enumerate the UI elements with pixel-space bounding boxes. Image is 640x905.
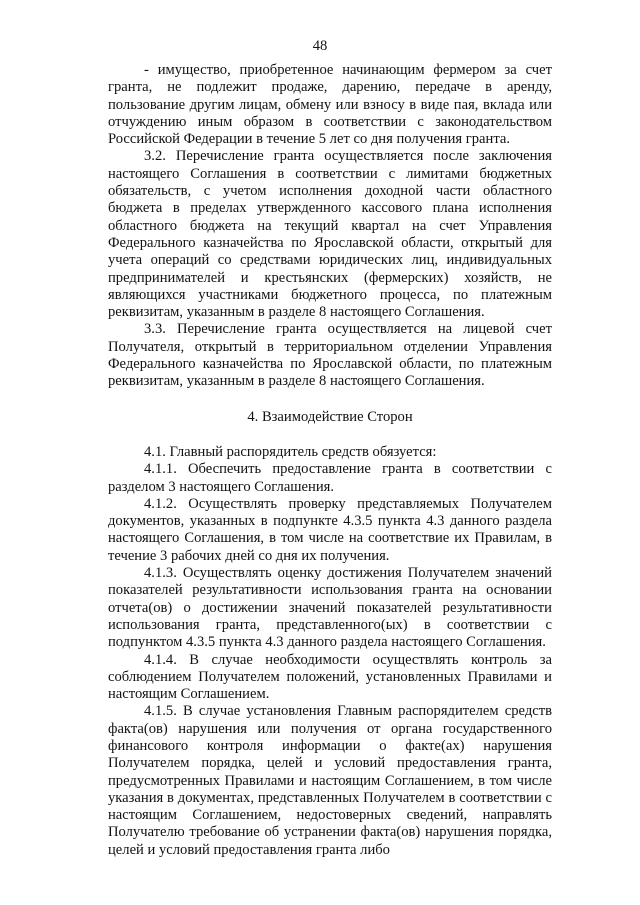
paragraph-4-1-3: 4.1.3. Осуществлять оценку достижения Получателем значений показателей результативности использования гранта на основании отчета(ов) о достижении значений показателей результативности использования гранта, представленного(ых) в соответствии с подпунктом 4.3.5 пункта 4.3 данного раздела настоящего Соглашения. [108,565,552,651]
paragraph-4-1-4: 4.1.4. В случае необходимости осуществлять контроль за соблюдением Получателем положений, установленных Правилами и настоящим Соглашением. [108,651,552,703]
document-body [108,62,552,859]
paragraph-4-1-2: 4.1.2. Осуществлять проверку представляемых Получателем документов, указанных в подпункте 4.3.5 пункта 4.3 данного раздела настоящего Соглашения, в том числе на соответствие их Правилам, в течение 3 рабочих дней со дня их получения. [108,495,552,564]
paragraph-3-3: 3.3. Перечисление гранта осуществляется на лицевой счет Получателя, открытый в территориальном отделении Управления Федерального казначейства по Ярославской области, по платежным реквизитам, указанным в разделе 8 настоящего Соглашения. [108,321,552,390]
paragraph-property-restriction: - имущество, приобретенное начинающим фермером за счет гранта, не подлежит продаже, дарению, передаче в аренду, пользование другим лицам, обмену или взносу в виде пая, вклада или отчуждению иным образом в соответствии с законодательством Российской Федерации в течение 5 лет со дня получения гранта. [108,62,552,148]
paragraph-4-1: 4.1. Главный распорядитель средств обязуется: [144,443,437,460]
paragraph-4-1-1: 4.1.1. Обеспечить предоставление гранта в соответствии с разделом 3 настоящего Соглашения. [108,461,552,495]
section-heading: 4. Взаимодействие Сторон [247,408,413,425]
page-number: 48 [312,38,328,54]
paragraph-4-1-5: 4.1.5. В случае установления Главным распорядителем средств факта(ов) нарушения или получения от органа государственного финансового контроля информации о факте(ах) нарушения Получателем порядка, целей и условий предоставления гранта, предусмотренных Правилами и настоящим Соглашением, в том числе указания в документах, представленных Получателем в соответствии с настоящим Соглашением, недостоверных сведений, направлять Получателю требование об устранении факта(ов) нарушения порядка, целей и условий предоставления гранта либо [108,703,552,858]
paragraph-3-2: 3.2. Перечисление гранта осуществляется после заключения настоящего Соглашения в соответствии с лимитами бюджетных обязательств, с учетом исполнения доходной части областного бюджета в пределах утвержденного кассового плана исполнения областного бюджета на текущий квартал на счет Управления Федерального казначейства по Ярославской области, открытый для учета операций со средствами юридических лиц, индивидуальных предпринимателей и крестьянских (фермерских) хозяйств, не являющихся участниками бюджетного процесса, по платежным реквизитам, указанным в разделе 8 настоящего Соглашения. [108,148,552,321]
